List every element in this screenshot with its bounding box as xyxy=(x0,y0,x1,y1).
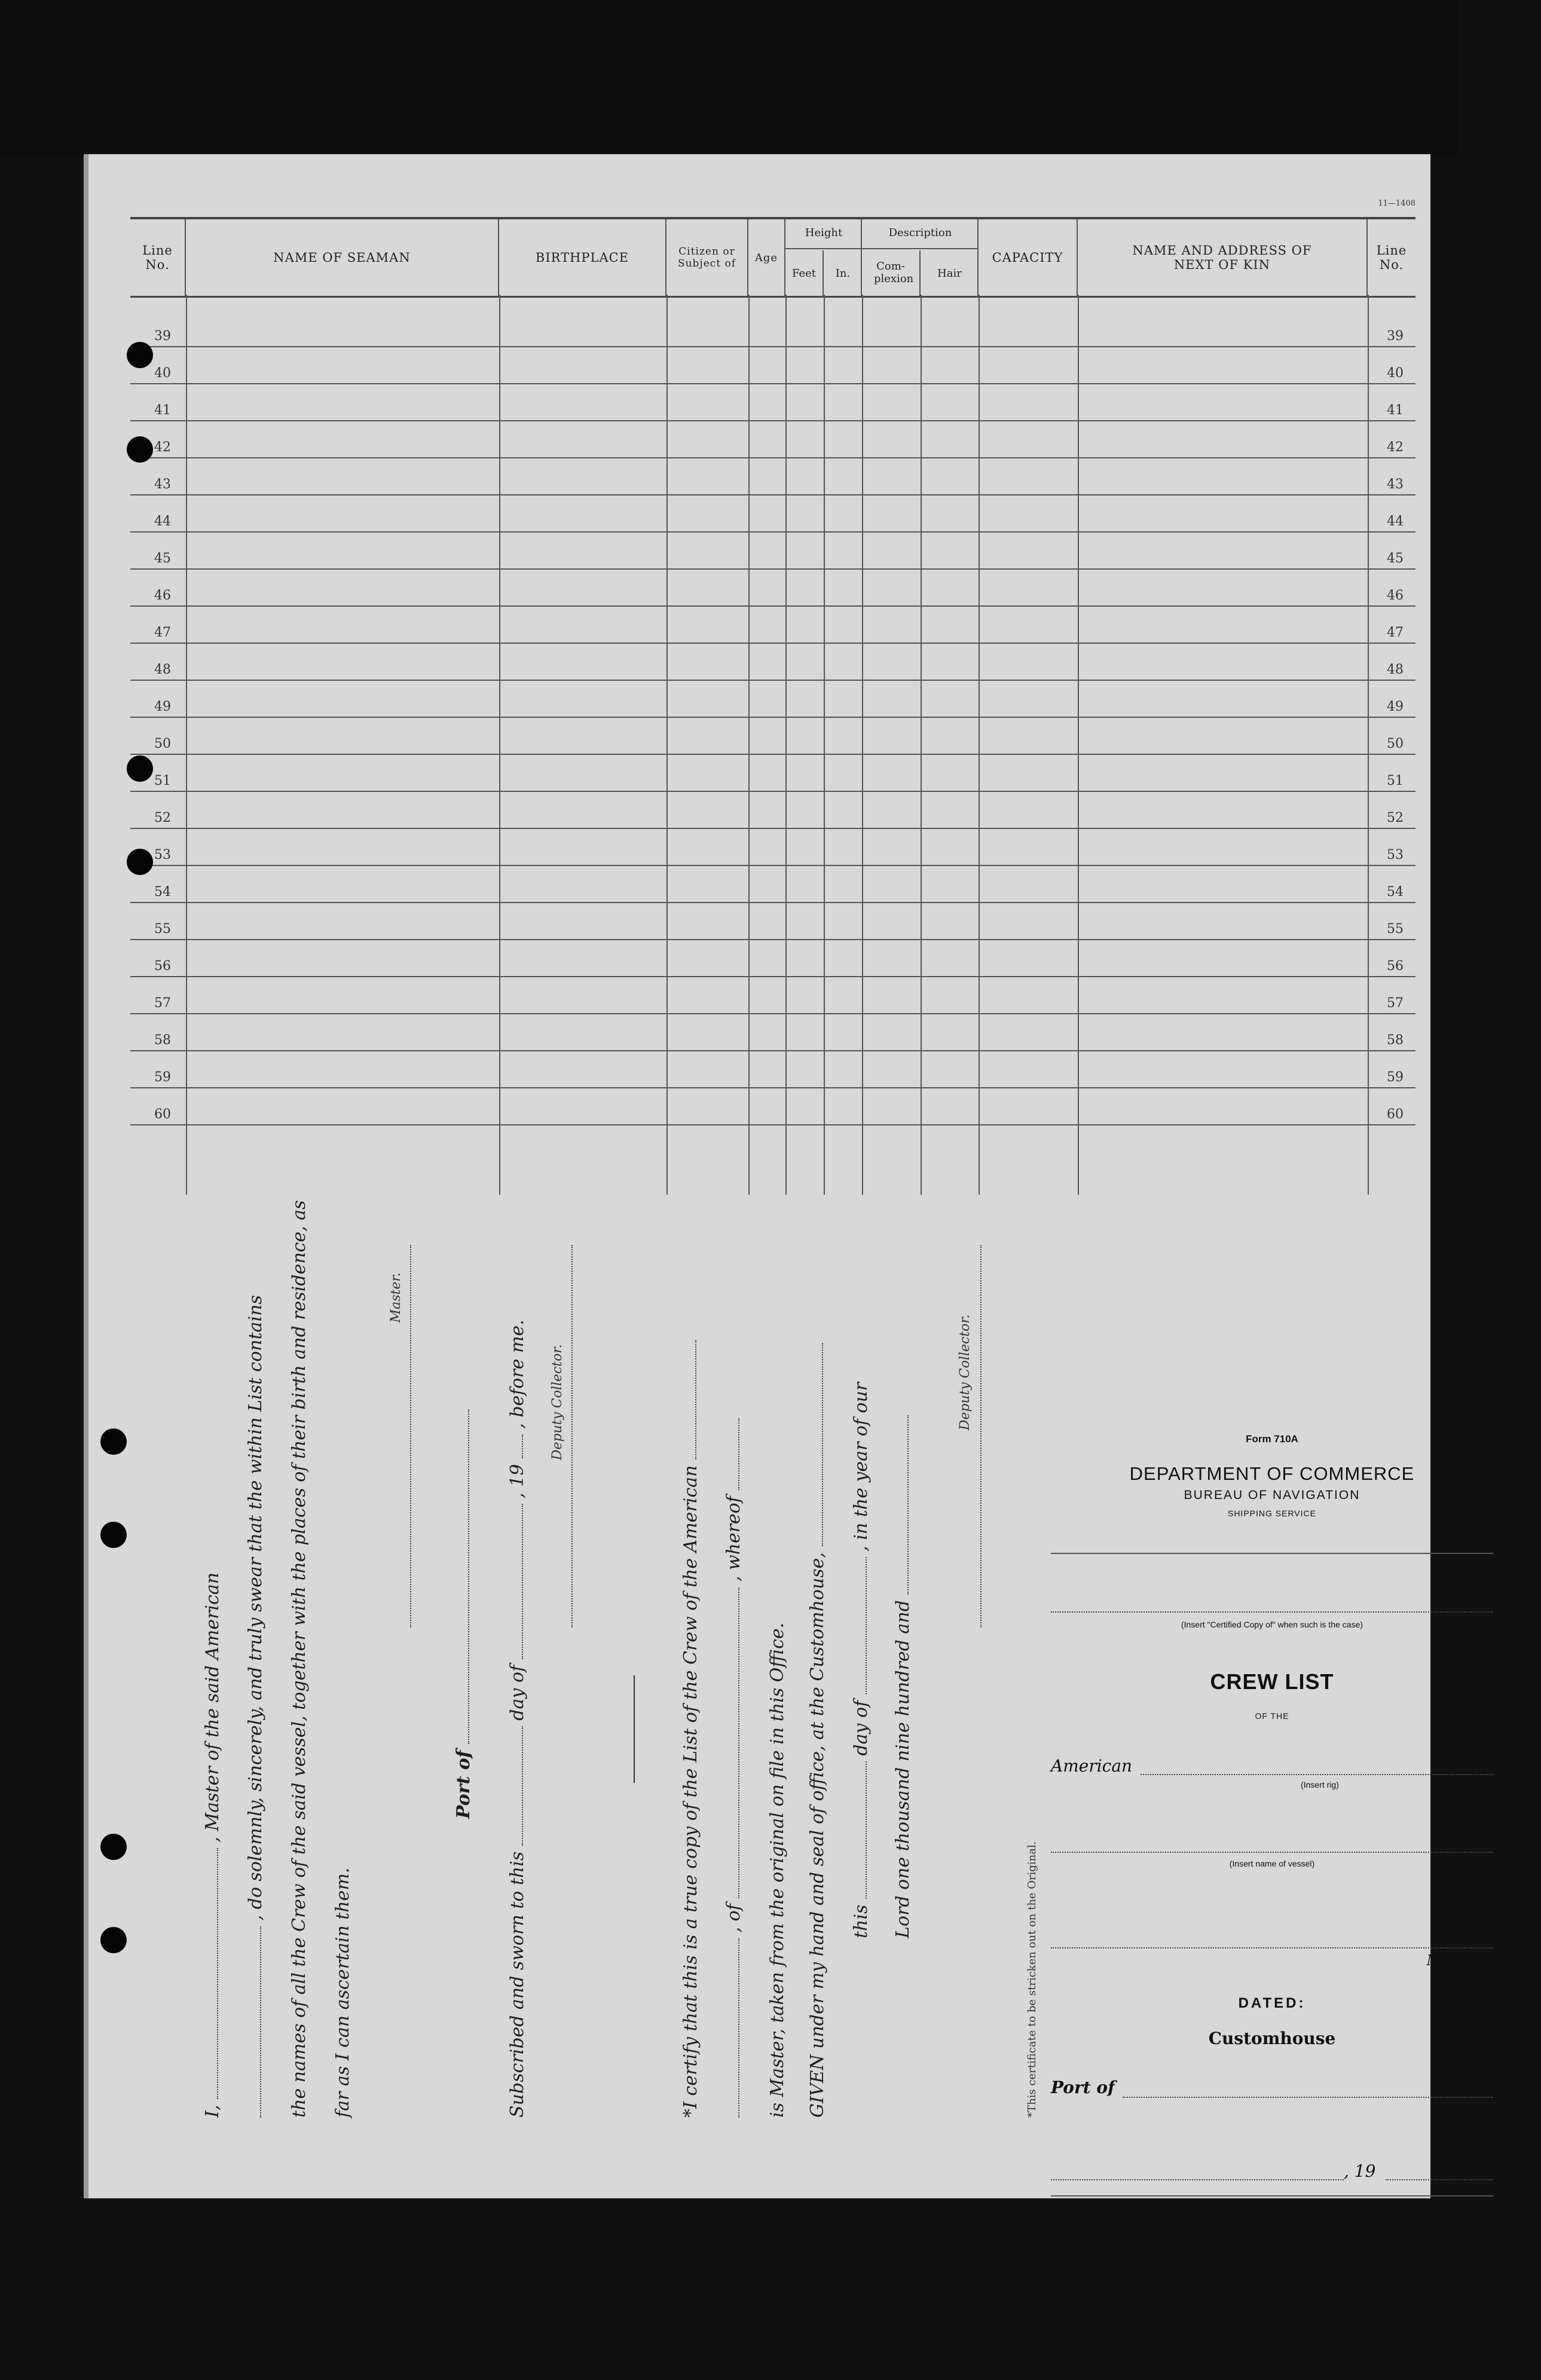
separator-rule xyxy=(634,1675,635,1783)
master-label: Master. xyxy=(389,1272,403,1323)
blank-field xyxy=(738,1418,739,1490)
line-number-left: 39 xyxy=(154,329,171,344)
table-row xyxy=(130,755,1415,792)
table-row xyxy=(130,607,1415,644)
certify-line-2 xyxy=(723,1418,744,2118)
table-row xyxy=(130,977,1415,1014)
oath-text: day of xyxy=(507,1665,528,1721)
year-line xyxy=(1386,2179,1493,2180)
form-cover xyxy=(1051,1433,1493,2300)
table-row xyxy=(130,1088,1415,1125)
blank-field xyxy=(522,1504,523,1659)
column-rule xyxy=(979,295,980,1195)
line-number-left: 43 xyxy=(154,477,171,492)
line-number-left: 50 xyxy=(154,736,171,751)
table-row xyxy=(130,533,1415,570)
table-row xyxy=(130,1051,1415,1088)
given-line-2 xyxy=(851,1382,872,1938)
header-citizen: Citizen or Subject of xyxy=(666,219,748,296)
line-number-left: 46 xyxy=(154,588,171,603)
table-row xyxy=(130,681,1415,718)
blank-field xyxy=(866,1761,867,1899)
blank-field xyxy=(738,1587,739,1898)
port-of-front: Port of xyxy=(1051,2078,1115,2097)
column-rule xyxy=(1078,295,1079,1195)
table-row xyxy=(130,903,1415,940)
line-number-right: 42 xyxy=(1387,440,1404,455)
deputy-signature-line-1 xyxy=(571,1245,573,1628)
line-number-right: 39 xyxy=(1387,329,1404,344)
line-number-left: 53 xyxy=(154,848,171,862)
blank-field xyxy=(907,1415,909,1595)
line-number-right: 44 xyxy=(1387,514,1404,529)
line-number-left: 41 xyxy=(154,403,171,418)
dated-label: DATED: xyxy=(1238,1995,1306,2011)
oath-text: I, xyxy=(202,2104,223,2118)
punch-hole xyxy=(100,1834,127,1860)
certified-copy-line xyxy=(1051,1611,1493,1613)
certify-line-3: is Master, taken from the original on file in this Office. xyxy=(767,1622,788,2118)
year-label: , 19 xyxy=(1344,2161,1376,2181)
line-number-right: 48 xyxy=(1387,662,1404,677)
blank-field xyxy=(522,1726,523,1846)
blank-field xyxy=(217,1848,218,2099)
blank-field xyxy=(468,1409,469,1744)
master-label-front: Master. xyxy=(1426,1952,1481,1969)
master-name-line xyxy=(1051,1947,1493,1948)
line-number-left: 60 xyxy=(154,1107,171,1122)
oath-text: , before me. xyxy=(507,1319,528,1429)
line-number-right: 59 xyxy=(1387,1070,1404,1085)
table-row xyxy=(130,829,1415,866)
oath-text: Lord one thousand nine hundred and xyxy=(892,1600,913,1938)
header-height-divider xyxy=(785,248,862,249)
insert-rig-note: (Insert rig) xyxy=(1301,1780,1339,1789)
line-number-left: 47 xyxy=(154,625,171,640)
header-complexion: Com-plexion xyxy=(862,250,921,296)
blank-field xyxy=(695,1340,696,1460)
line-number-right: 53 xyxy=(1387,848,1404,862)
line-number-left: 52 xyxy=(154,810,171,825)
line-number-left: 42 xyxy=(154,440,171,455)
vessel-name-line xyxy=(1051,1852,1493,1853)
line-number-left: 54 xyxy=(154,885,171,900)
divider-rule xyxy=(1051,1553,1493,1554)
line-number-right: 46 xyxy=(1387,588,1404,603)
blank-field xyxy=(260,1926,261,2118)
table-row xyxy=(130,940,1415,977)
deputy-collector-label-1: Deputy Collector. xyxy=(550,1344,565,1460)
table-row xyxy=(130,718,1415,755)
scan-border-top xyxy=(0,0,1457,155)
header-line-no-left: Line No. xyxy=(130,219,186,296)
given-line-3 xyxy=(892,1415,913,1938)
bottom-rule xyxy=(1051,2195,1493,2197)
header-line-no-right: Line No. xyxy=(1376,243,1407,272)
header-description: Description xyxy=(888,227,952,239)
port-line xyxy=(1123,2097,1493,2098)
punch-hole xyxy=(100,1428,127,1455)
subscribed-line xyxy=(507,1320,528,2118)
header-hair: Hair xyxy=(937,267,962,280)
crew-list-title: CREW LIST xyxy=(1210,1669,1334,1694)
oath-text: , Master of the said American xyxy=(202,1572,223,1843)
header-age: Age xyxy=(748,219,785,296)
table-row xyxy=(130,1014,1415,1051)
deputy-collector-label-2: Deputy Collector. xyxy=(958,1314,973,1430)
table-row xyxy=(130,570,1415,607)
oath-line-2 xyxy=(245,1295,266,2118)
column-rule xyxy=(499,295,500,1195)
header-height: Height xyxy=(805,227,843,239)
oath-text: Subscribed and sworn to this xyxy=(507,1851,528,2118)
line-number-left: 49 xyxy=(154,699,171,714)
line-number-left: 45 xyxy=(154,551,171,566)
certify-line-1 xyxy=(680,1340,701,2118)
column-rule xyxy=(862,295,863,1195)
line-number-left: 59 xyxy=(154,1070,171,1085)
table-row xyxy=(130,421,1415,458)
line-number-right: 56 xyxy=(1387,959,1404,974)
oath-line-1 xyxy=(202,1573,223,2118)
header-inches: In. xyxy=(835,267,851,280)
header-next-of-kin: NAME AND ADDRESS OF NEXT OF KIN xyxy=(1078,219,1368,296)
oath-section xyxy=(202,1200,1069,2118)
line-number-right: 50 xyxy=(1387,736,1404,751)
column-rule xyxy=(921,295,922,1195)
oath-line-4: far as I can ascertain them. xyxy=(332,1867,353,2118)
punch-hole xyxy=(127,342,153,368)
date-line xyxy=(1051,2179,1344,2180)
table-row xyxy=(130,347,1415,384)
line-number-right: 57 xyxy=(1387,996,1404,1011)
oath-text: , of xyxy=(723,1904,744,1933)
header-name-of-seaman: NAME OF SEAMAN xyxy=(186,219,499,296)
punch-hole xyxy=(127,755,153,782)
table-row xyxy=(130,495,1415,533)
line-number-right: 54 xyxy=(1387,885,1404,900)
table-row xyxy=(130,644,1415,681)
line-number-right: 47 xyxy=(1387,625,1404,640)
line-number-left: 40 xyxy=(154,366,171,381)
oath-text: , do solemnly, sincerely, and truly swear that the within List contains xyxy=(245,1295,266,1921)
line-number-right: 49 xyxy=(1387,699,1404,714)
blank-field xyxy=(866,1557,867,1694)
port-of-label xyxy=(453,1409,474,1819)
american-label: American xyxy=(1051,1756,1133,1776)
oath-text: , in the year of our xyxy=(851,1382,872,1552)
deputy-signature-line-2 xyxy=(980,1245,982,1628)
line-number-left: 58 xyxy=(154,1033,171,1048)
bureau-title: BUREAU OF NAVIGATION xyxy=(1184,1488,1360,1502)
port-of-text: Port of xyxy=(453,1750,474,1819)
header-birthplace: BIRTHPLACE xyxy=(499,219,666,296)
column-rule xyxy=(666,295,668,1195)
line-number-left: 51 xyxy=(154,773,171,788)
oath-text: , 19 xyxy=(507,1464,528,1498)
line-number-right: 40 xyxy=(1387,366,1404,381)
column-rule xyxy=(785,295,787,1195)
blank-field xyxy=(522,1434,523,1458)
header-capacity: CAPACITY xyxy=(979,219,1078,296)
form-number: Form 710A xyxy=(1246,1433,1298,1445)
form-number-bottom: 11—1408 xyxy=(1338,2199,1369,2208)
customhouse-label: Customhouse xyxy=(1208,2029,1336,2048)
line-number-left: 56 xyxy=(154,959,171,974)
table-row xyxy=(130,866,1415,903)
insert-name-note: (Insert name of vessel) xyxy=(1229,1859,1315,1868)
given-line-1 xyxy=(807,1343,828,2118)
line-number-left: 57 xyxy=(154,996,171,1011)
punch-hole xyxy=(127,436,153,463)
master-signature-line xyxy=(410,1245,411,1628)
oath-line-3: the names of all the Crew of the said vessel, together with the places of their birth and residence, as xyxy=(289,1200,310,2118)
oath-text: day of xyxy=(851,1700,872,1756)
column-rule xyxy=(1368,295,1369,1195)
punch-hole xyxy=(100,1522,127,1548)
line-number-left: 48 xyxy=(154,662,171,677)
rig-line xyxy=(1141,1774,1493,1775)
table-row xyxy=(130,310,1415,347)
punch-hole xyxy=(100,1927,127,1953)
form-number-top: 11—1408 xyxy=(1378,199,1415,208)
column-rule xyxy=(824,295,825,1195)
line-number-right: 41 xyxy=(1387,403,1404,418)
line-number-right: 43 xyxy=(1387,477,1404,492)
header-feet: Feet xyxy=(785,250,824,296)
line-number-left: 55 xyxy=(154,922,171,937)
line-number-right: 45 xyxy=(1387,551,1404,566)
column-rule xyxy=(748,295,750,1195)
header-description-divider xyxy=(862,248,979,249)
punch-hole xyxy=(127,849,153,875)
table-row xyxy=(130,458,1415,495)
oath-text: GIVEN under my hand and seal of office, at the Customhouse, xyxy=(807,1552,828,2118)
certificate-footnote: *This certificate to be stricken out on the Original. xyxy=(1026,1841,1038,2118)
oath-text: *I certify that this is a true copy of the List of the Crew of the American xyxy=(680,1465,701,2118)
line-number-right: 58 xyxy=(1387,1033,1404,1048)
line-number-right: 60 xyxy=(1387,1107,1404,1122)
table-row xyxy=(130,384,1415,421)
line-number-right: 51 xyxy=(1387,773,1404,788)
line-number-right: 55 xyxy=(1387,922,1404,937)
oath-text: , whereof xyxy=(723,1496,744,1582)
line-number-left: 44 xyxy=(154,514,171,529)
table-header xyxy=(130,217,1415,298)
insert-certified-note: (Insert "Certified Copy of" when such is the case) xyxy=(1181,1620,1363,1629)
line-number-right: 52 xyxy=(1387,810,1404,825)
blank-field xyxy=(822,1343,823,1546)
department-title: DEPARTMENT OF COMMERCE xyxy=(1129,1463,1415,1484)
printing-office-note: U. S. GOVERNMENT PRINTING OFFICE: 1929 xyxy=(1146,2201,1262,2207)
of-the-label: OF THE xyxy=(1255,1711,1289,1721)
document-page xyxy=(84,154,1481,2208)
service-title: SHIPPING SERVICE xyxy=(1227,1509,1316,1518)
table-row xyxy=(130,792,1415,829)
blank-field xyxy=(738,1938,739,2118)
oath-text: this xyxy=(851,1904,872,1938)
column-rule xyxy=(186,295,187,1195)
